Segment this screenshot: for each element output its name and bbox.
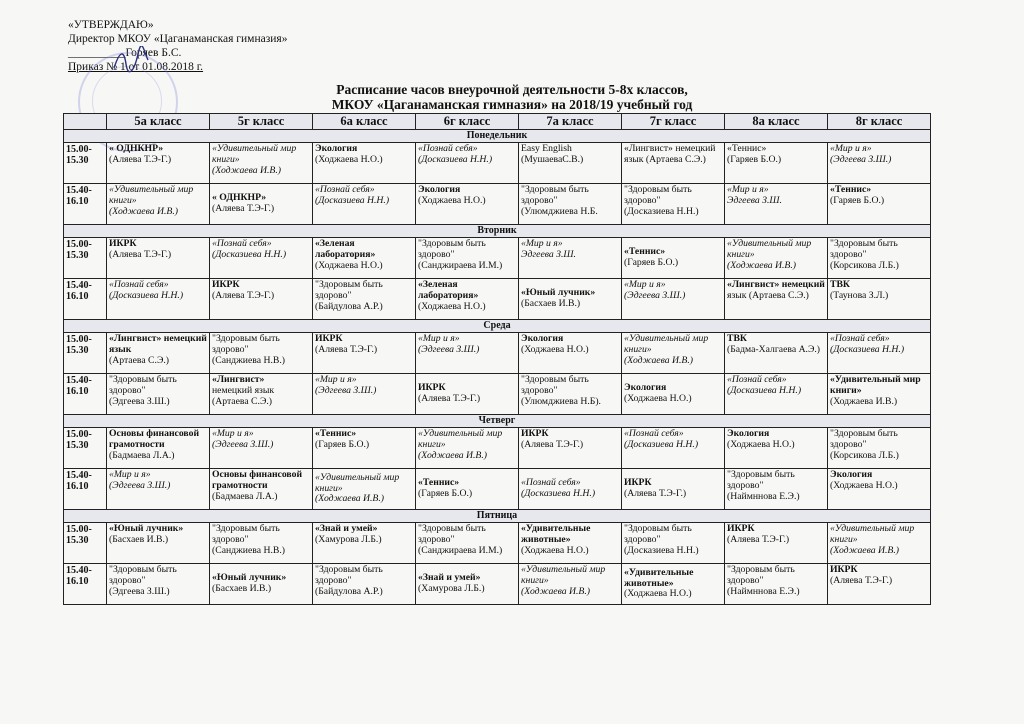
activity-name: ТВК bbox=[727, 333, 747, 344]
activity-name: Экология bbox=[418, 184, 461, 195]
activity-name: «Теннис» bbox=[830, 184, 872, 195]
activity-name: «Мир и я» bbox=[315, 374, 357, 385]
schedule-cell bbox=[622, 564, 725, 605]
approval-heading: «УТВЕРЖДАЮ» bbox=[68, 19, 154, 31]
teacher-name: (Ходжаева Н.О.) bbox=[521, 544, 589, 556]
schedule-cell bbox=[313, 333, 416, 374]
header-cell: 7а класс bbox=[519, 114, 622, 130]
schedule-cell bbox=[725, 469, 828, 510]
schedule-cell bbox=[313, 279, 416, 320]
activity-name: «Теннис» bbox=[727, 143, 767, 154]
teacher-name: (Санджиева Н.В.) bbox=[212, 544, 285, 556]
schedule-cell bbox=[107, 184, 210, 225]
teacher-name: (Басхаев И.В.) bbox=[521, 298, 581, 309]
schedule-cell bbox=[107, 333, 210, 374]
schedule-cell bbox=[519, 374, 622, 415]
teacher-name: (Басхаев И.В.) bbox=[109, 533, 169, 545]
schedule-cell bbox=[107, 428, 210, 469]
schedule-cell bbox=[107, 523, 210, 564]
schedule-cell bbox=[313, 564, 416, 605]
teacher-name: (Аляева Т.Э-Г.) bbox=[109, 248, 172, 260]
approval-director: Директор МКОУ «Цаганаманская гимназия» bbox=[68, 33, 288, 45]
activity-name: «Теннис» bbox=[418, 477, 460, 489]
activity-name: « ОДНКНР» bbox=[109, 143, 164, 154]
schedule-cell bbox=[622, 469, 725, 510]
activity-name: «Познай себя» bbox=[727, 374, 787, 385]
activity-name: Экология bbox=[830, 469, 873, 480]
teacher-name: (Аляева Т.Э-Г.) bbox=[521, 438, 584, 450]
teacher-name: (Эдгеева З.Ш.) bbox=[109, 395, 170, 407]
schedule-cell bbox=[725, 564, 828, 605]
day-name: Среда bbox=[64, 320, 931, 333]
schedule-cell bbox=[210, 279, 313, 320]
header-cell: 8г класс bbox=[828, 114, 931, 130]
teacher-name: Эдгеева З.Ш. bbox=[727, 194, 782, 206]
activity-name: "Здоровым быть здорово" bbox=[212, 523, 280, 545]
activity-name: «Зеленая лаборатория» bbox=[418, 279, 479, 301]
schedule-cell bbox=[519, 523, 622, 564]
day-name: Вторник bbox=[64, 225, 931, 238]
teacher-name: (Ходжаева И.В.) bbox=[830, 395, 898, 407]
schedule-table bbox=[63, 113, 931, 605]
teacher-name: (Ходжаева Н.О.) bbox=[830, 479, 898, 491]
teacher-name: (Ходжаева Н.О.) bbox=[521, 343, 589, 355]
schedule-cell bbox=[107, 564, 210, 605]
teacher-name: (Досказиева Н.Н.) bbox=[624, 205, 699, 217]
teacher-name: (Эдгеева З.Ш.) bbox=[109, 479, 171, 491]
schedule-cell bbox=[519, 469, 622, 510]
schedule-cell bbox=[210, 428, 313, 469]
time-slot: 15.00-15.30 bbox=[64, 238, 107, 279]
schedule-cell bbox=[519, 279, 622, 320]
schedule-cell bbox=[416, 333, 519, 374]
activity-name: «Удивительный мир книги» bbox=[521, 564, 606, 586]
activity-name: ИКРК bbox=[315, 333, 343, 344]
teacher-name: (Ходжаева Н.О.) bbox=[315, 259, 383, 271]
activity-name: «Познай себя» bbox=[521, 477, 581, 489]
schedule-cell bbox=[416, 428, 519, 469]
teacher-name: (Ходжаева И.В.) bbox=[418, 449, 487, 461]
teacher-name: (Досказиева Н.Н.) bbox=[212, 248, 287, 260]
activity-name: «Мир и я» bbox=[418, 333, 460, 344]
schedule-cell bbox=[416, 238, 519, 279]
teacher-name: (Байдулова А.Р.) bbox=[315, 585, 383, 597]
activity-name: «Мир и я» bbox=[727, 184, 769, 195]
activity-name: «Познай себя» bbox=[624, 428, 684, 439]
activity-name: «Зеленая лаборатория» bbox=[315, 238, 376, 260]
teacher-name: (Бадма-Халгаева А.Э.) bbox=[727, 343, 821, 355]
activity-name: "Здоровым быть здорово" bbox=[418, 238, 486, 260]
schedule-cell bbox=[107, 238, 210, 279]
schedule-cell bbox=[519, 238, 622, 279]
schedule-cell bbox=[725, 428, 828, 469]
schedule-cell bbox=[107, 143, 210, 184]
activity-name: ИКРК bbox=[624, 477, 652, 489]
activity-name: «Теннис» bbox=[624, 246, 666, 258]
teacher-name: (Ходжаева Н.О.) bbox=[624, 588, 692, 600]
schedule-cell bbox=[725, 143, 828, 184]
teacher-name: (Досказиева Н.Н.) bbox=[521, 488, 596, 499]
time-slot: 15.00-15.30 bbox=[64, 428, 107, 469]
activity-name: «Познай себя» bbox=[315, 184, 375, 195]
schedule-cell bbox=[416, 184, 519, 225]
schedule-cell bbox=[416, 279, 519, 320]
schedule-cell bbox=[107, 279, 210, 320]
time-slot: 15.00-15.30 bbox=[64, 143, 107, 184]
activity-name: «Удивительный мир книги» bbox=[109, 184, 194, 206]
activity-name: «Лингвист» bbox=[212, 374, 265, 385]
activity-name: «Лингвист» немецкий язык bbox=[109, 333, 207, 355]
schedule-cell bbox=[622, 238, 725, 279]
day-row bbox=[64, 225, 931, 238]
teacher-name: (МушаеваС.В.) bbox=[521, 153, 584, 165]
schedule-cell bbox=[725, 184, 828, 225]
activity-name: «Мир и я» bbox=[109, 469, 151, 480]
activity-name: «Знай и умей» bbox=[418, 572, 481, 584]
activity-name: «Удивительный мир книги» bbox=[727, 238, 812, 260]
teacher-name: (Наймннова Е.Э.) bbox=[727, 585, 800, 597]
schedule-cell bbox=[622, 523, 725, 564]
activity-name: «Лингвист» немецкий bbox=[624, 143, 716, 154]
teacher-name: (Ходжаева И.В.) bbox=[521, 585, 590, 597]
activity-name: «Удивительный мир книги» bbox=[418, 428, 503, 450]
day-name: Пятница bbox=[64, 510, 931, 523]
teacher-name: (Эдгеева З.Ш.) bbox=[212, 438, 274, 450]
teacher-name: (Досказиева Н.Н.) bbox=[315, 194, 390, 206]
teacher-name: (Гаряев Б.О.) bbox=[830, 194, 885, 206]
header-cell: 6а класс bbox=[313, 114, 416, 130]
day-row bbox=[64, 510, 931, 523]
schedule-cell bbox=[519, 428, 622, 469]
day-row bbox=[64, 130, 931, 143]
schedule-cell bbox=[210, 564, 313, 605]
schedule-cell bbox=[313, 428, 416, 469]
activity-name: «Познай себя» bbox=[212, 238, 272, 249]
activity-name: «Знай и умей» bbox=[315, 523, 378, 534]
teacher-name: (Хамурова Л.Б.) bbox=[418, 583, 485, 594]
table-row bbox=[64, 333, 931, 374]
activity-name: «Удивительный мир книги» bbox=[830, 523, 915, 545]
schedule-cell bbox=[416, 523, 519, 564]
schedule-cell bbox=[313, 184, 416, 225]
schedule-cell bbox=[416, 374, 519, 415]
day-row bbox=[64, 415, 931, 428]
teacher-name: (Корсикова Л.Б.) bbox=[830, 259, 899, 271]
schedule-cell bbox=[313, 143, 416, 184]
activity-name: "Здоровым быть здорово" bbox=[624, 523, 692, 545]
schedule-cell bbox=[828, 184, 931, 225]
table-row bbox=[64, 374, 931, 415]
teacher-name: (Ходжаева И.В.) bbox=[109, 205, 178, 217]
teacher-name: (Гаряев Б.О.) bbox=[727, 153, 782, 165]
schedule-cell bbox=[622, 374, 725, 415]
activity-name: "Здоровым быть здорово" bbox=[418, 523, 486, 545]
teacher-name: (Ходжаева И.В.) bbox=[315, 493, 384, 505]
time-slot: 15.40-16.10 bbox=[64, 184, 107, 225]
activity-name: "Здоровым быть здорово" bbox=[109, 374, 177, 396]
schedule-cell bbox=[210, 238, 313, 279]
page-subtitle: МКОУ «Цаганаманская гимназия» на 2018/19 учебный год bbox=[331, 97, 693, 112]
teacher-name: (Ходжаева И.В.) bbox=[212, 164, 281, 176]
approval-order: Приказ № 1 от 01.08.2018 г. bbox=[68, 61, 204, 73]
schedule-cell bbox=[828, 279, 931, 320]
teacher-name: (Басхаев И.В.) bbox=[212, 583, 272, 594]
signature bbox=[110, 46, 150, 76]
teacher-name: (Аляева Т.Э-Г.) bbox=[624, 488, 687, 499]
activity-name: Экология bbox=[624, 382, 667, 394]
teacher-name: (Аляева Т.Э-Г.) bbox=[315, 343, 378, 355]
activity-name: ИКРК bbox=[830, 564, 858, 575]
schedule-cell bbox=[725, 238, 828, 279]
schedule-cell bbox=[725, 523, 828, 564]
schedule-cell bbox=[828, 333, 931, 374]
schedule-cell bbox=[313, 469, 416, 510]
header-cell: 5г класс bbox=[210, 114, 313, 130]
teacher-name: (Эдгеева З.Ш.) bbox=[418, 343, 480, 355]
teacher-name: (Ходжаева Н.О.) bbox=[418, 194, 486, 206]
activity-name: ИКРК bbox=[212, 279, 240, 290]
schedule-cell bbox=[210, 184, 313, 225]
schedule-cell bbox=[519, 184, 622, 225]
approval-signature-line: __________Горяев Б.С. bbox=[68, 47, 182, 59]
activity-name: «Познай себя» bbox=[830, 333, 890, 344]
teacher-name: (Санджиева Н.В.) bbox=[212, 354, 285, 366]
table-row bbox=[64, 428, 931, 469]
table-row bbox=[64, 238, 931, 279]
activity-name: «Удивительный мир книги» bbox=[315, 471, 400, 494]
teacher-name: (Эдгеева З.Ш.) bbox=[830, 153, 892, 165]
activity-name: Easy English bbox=[521, 143, 572, 154]
schedule-cell bbox=[107, 469, 210, 510]
teacher-name: (Досказиева Н.Н.) bbox=[624, 544, 699, 556]
activity-name: «Мир и я» bbox=[521, 238, 563, 249]
activity-name: ИКРК bbox=[109, 238, 137, 249]
activity-name: "Здоровым быть здорово" bbox=[830, 428, 898, 450]
activity-name: "Здоровым быть здорово" bbox=[109, 564, 177, 586]
teacher-name: (Гаряев Б.О.) bbox=[315, 438, 370, 450]
activity-name: «Мир и я» bbox=[212, 428, 254, 439]
schedule-cell bbox=[622, 184, 725, 225]
activity-name: «Мир и я» bbox=[624, 279, 666, 290]
teacher-name: (Аляева Т.Э-Г.) bbox=[212, 203, 275, 214]
header-cell: 7г класс bbox=[622, 114, 725, 130]
activity-name: "Здоровым быть здорово" bbox=[727, 564, 795, 586]
activity-name: «Теннис» bbox=[315, 428, 357, 439]
schedule-cell bbox=[416, 564, 519, 605]
teacher-name: (Байдулова А.Р.) bbox=[315, 300, 383, 312]
teacher-name: (Эдгеева З.Ш.) bbox=[624, 289, 686, 301]
schedule-cell bbox=[828, 428, 931, 469]
day-name: Понедельник bbox=[64, 130, 931, 143]
day-row bbox=[64, 320, 931, 333]
teacher-name: (Артаева С.Э.) bbox=[109, 354, 169, 366]
schedule-cell bbox=[107, 374, 210, 415]
activity-name: "Здоровым быть здорово" bbox=[315, 564, 383, 586]
teacher-name: (Бадмаева Л.А.) bbox=[109, 449, 175, 461]
day-name: Четверг bbox=[64, 415, 931, 428]
teacher-name: (Аляева Т.Э-Г.) bbox=[727, 533, 790, 545]
time-slot: 15.00-15.30 bbox=[64, 523, 107, 564]
teacher-name: (Ходжаева Н.О.) bbox=[315, 153, 383, 165]
activity-name: «Мир и я» bbox=[830, 143, 872, 154]
activity-name: «Удивительный мир книги» bbox=[624, 333, 709, 355]
activity-name: "Здоровым быть здорово" bbox=[727, 469, 795, 491]
activity-name: "Здоровым быть здорово" bbox=[212, 333, 280, 355]
activity-name: Основы финансовой грамотности bbox=[109, 428, 200, 450]
activity-name: «Познай себя» bbox=[418, 143, 478, 154]
activity-name: Экология bbox=[727, 428, 770, 439]
schedule-cell bbox=[828, 523, 931, 564]
teacher-name: (Ходжаева И.В.) bbox=[727, 259, 796, 271]
time-slot: 15.40-16.10 bbox=[64, 279, 107, 320]
activity-name: « ОДНКНР» bbox=[212, 192, 267, 204]
activity-name: ИКРК bbox=[418, 382, 446, 394]
schedule-cell bbox=[725, 279, 828, 320]
activity-name: Экология bbox=[521, 333, 564, 344]
activity-name: Экология bbox=[315, 143, 358, 154]
teacher-name: (Эдгеева З.Ш.) bbox=[315, 384, 377, 396]
schedule-cell bbox=[828, 374, 931, 415]
time-slot: 15.40-16.10 bbox=[64, 469, 107, 510]
teacher-name: (Ходжаева Н.О.) bbox=[624, 393, 692, 404]
teacher-name: (Досказиева Н.Н.) bbox=[109, 289, 184, 301]
header-cell: 6г класс bbox=[416, 114, 519, 130]
time-slot: 15.40-16.10 bbox=[64, 564, 107, 605]
activity-name: Основы финансовой грамотности bbox=[212, 469, 303, 491]
schedule-cell bbox=[210, 523, 313, 564]
teacher-name: (Аляева Т.Э-Г.) bbox=[418, 393, 481, 404]
schedule-cell bbox=[828, 469, 931, 510]
activity-name: «Юный лучник» bbox=[109, 523, 184, 534]
schedule-cell bbox=[313, 523, 416, 564]
schedule-cell bbox=[725, 333, 828, 374]
time-slot: 15.40-16.10 bbox=[64, 374, 107, 415]
teacher-name: (Хамурова Л.Б.) bbox=[315, 533, 382, 545]
header-cell bbox=[64, 114, 107, 130]
activity-name: "Здоровым быть здорово" bbox=[521, 374, 589, 396]
activity-name: "Здоровым быть здорово" bbox=[624, 184, 692, 206]
header-cell: 5а класс bbox=[107, 114, 210, 130]
schedule-cell bbox=[210, 469, 313, 510]
schedule-cell bbox=[416, 143, 519, 184]
schedule-cell bbox=[210, 143, 313, 184]
teacher-name: (Ходжаева И.В.) bbox=[830, 544, 899, 556]
teacher-name: (Ходжаева Н.О.) bbox=[418, 300, 486, 312]
activity-name: «Удивительные животные» bbox=[521, 523, 591, 545]
schedule-cell bbox=[519, 333, 622, 374]
schedule-cell bbox=[416, 469, 519, 510]
teacher-name: (Аляева Т.Э-Г.) bbox=[212, 289, 275, 301]
teacher-name: (Досказиева Н.Н.) bbox=[727, 384, 802, 396]
table-row bbox=[64, 143, 931, 184]
teacher-name: (Таунова З.Л.) bbox=[830, 289, 889, 301]
table-row bbox=[64, 279, 931, 320]
schedule-cell bbox=[313, 238, 416, 279]
table-row bbox=[64, 523, 931, 564]
activity-name: «Удивительные животные» bbox=[624, 566, 694, 589]
schedule-cell bbox=[519, 143, 622, 184]
teacher-name: (Досказиева Н.Н.) bbox=[418, 153, 493, 165]
teacher-name: немецкий язык (Артаева С.Э.) bbox=[212, 384, 275, 407]
activity-name: «Юный лучник» bbox=[521, 287, 596, 299]
teacher-name: (Аляева Т.Э-Г.) bbox=[830, 574, 893, 586]
schedule-cell bbox=[210, 374, 313, 415]
teacher-name: (Ходжаева Н.О.) bbox=[727, 438, 795, 450]
table-row bbox=[64, 184, 931, 225]
schedule-cell bbox=[725, 374, 828, 415]
activity-name: "Здоровым быть здорово" bbox=[521, 184, 589, 206]
schedule-cell bbox=[622, 143, 725, 184]
teacher-name: (Гаряев Б.О.) bbox=[624, 257, 679, 268]
activity-name: ИКРК bbox=[727, 523, 755, 534]
schedule-cell bbox=[519, 564, 622, 605]
teacher-name: (Эдгеева З.Ш.) bbox=[109, 585, 170, 597]
teacher-name: (Аляева Т.Э-Г.) bbox=[109, 153, 172, 165]
schedule-cell bbox=[622, 279, 725, 320]
header-row bbox=[64, 114, 931, 130]
activity-name: «Удивительный мир книги» bbox=[212, 143, 297, 165]
teacher-name: (Санджираева И.М.) bbox=[418, 259, 503, 271]
activity-name: "Здоровым быть здорово" bbox=[830, 238, 898, 260]
activity-name: «Юный лучник» bbox=[212, 572, 287, 584]
activity-name: ИКРК bbox=[521, 428, 549, 439]
time-slot: 15.00-15.30 bbox=[64, 333, 107, 374]
page-title: Расписание часов внеурочной деятельности 5-8х классов, bbox=[336, 82, 688, 97]
activity-name: «Познай себя» bbox=[109, 279, 169, 290]
teacher-name: (Улюмджиева Н.Б. bbox=[521, 205, 598, 217]
schedule-cell bbox=[828, 564, 931, 605]
teacher-name: (Корсикова Л.Б.) bbox=[830, 449, 899, 461]
schedule-cell bbox=[622, 333, 725, 374]
schedule-cell bbox=[828, 238, 931, 279]
teacher-name: язык (Артаева С.Э.) bbox=[624, 153, 706, 165]
teacher-name: (Санджираева И.М.) bbox=[418, 544, 503, 556]
schedule-cell bbox=[622, 428, 725, 469]
teacher-name: (Бадмаева Л.А.) bbox=[212, 490, 278, 502]
teacher-name: (Ходжаева И.В.) bbox=[624, 354, 693, 366]
teacher-name: (Досказиева Н.Н.) bbox=[624, 438, 699, 450]
table-row bbox=[64, 469, 931, 510]
teacher-name: (Гаряев Б.О.) bbox=[418, 488, 473, 499]
activity-name: «Лингвист» немецкий bbox=[727, 279, 825, 290]
teacher-name: язык (Артаева С.Э.) bbox=[727, 289, 809, 301]
teacher-name: (Наймннова Е.Э.) bbox=[727, 490, 800, 502]
teacher-name: Эдгеева З.Ш. bbox=[521, 248, 576, 260]
teacher-name: (Досказиева Н.Н.) bbox=[830, 343, 905, 355]
activity-name: "Здоровым быть здорово" bbox=[315, 279, 383, 301]
schedule-cell bbox=[828, 143, 931, 184]
schedule-cell bbox=[313, 374, 416, 415]
teacher-name: (Улюмджиева Н.Б). bbox=[521, 395, 601, 407]
activity-name: ТВК bbox=[830, 279, 850, 290]
activity-name: «Удивительный мир книги» bbox=[830, 374, 921, 396]
table-row bbox=[64, 564, 931, 605]
header-cell: 8а класс bbox=[725, 114, 828, 130]
schedule-cell bbox=[210, 333, 313, 374]
